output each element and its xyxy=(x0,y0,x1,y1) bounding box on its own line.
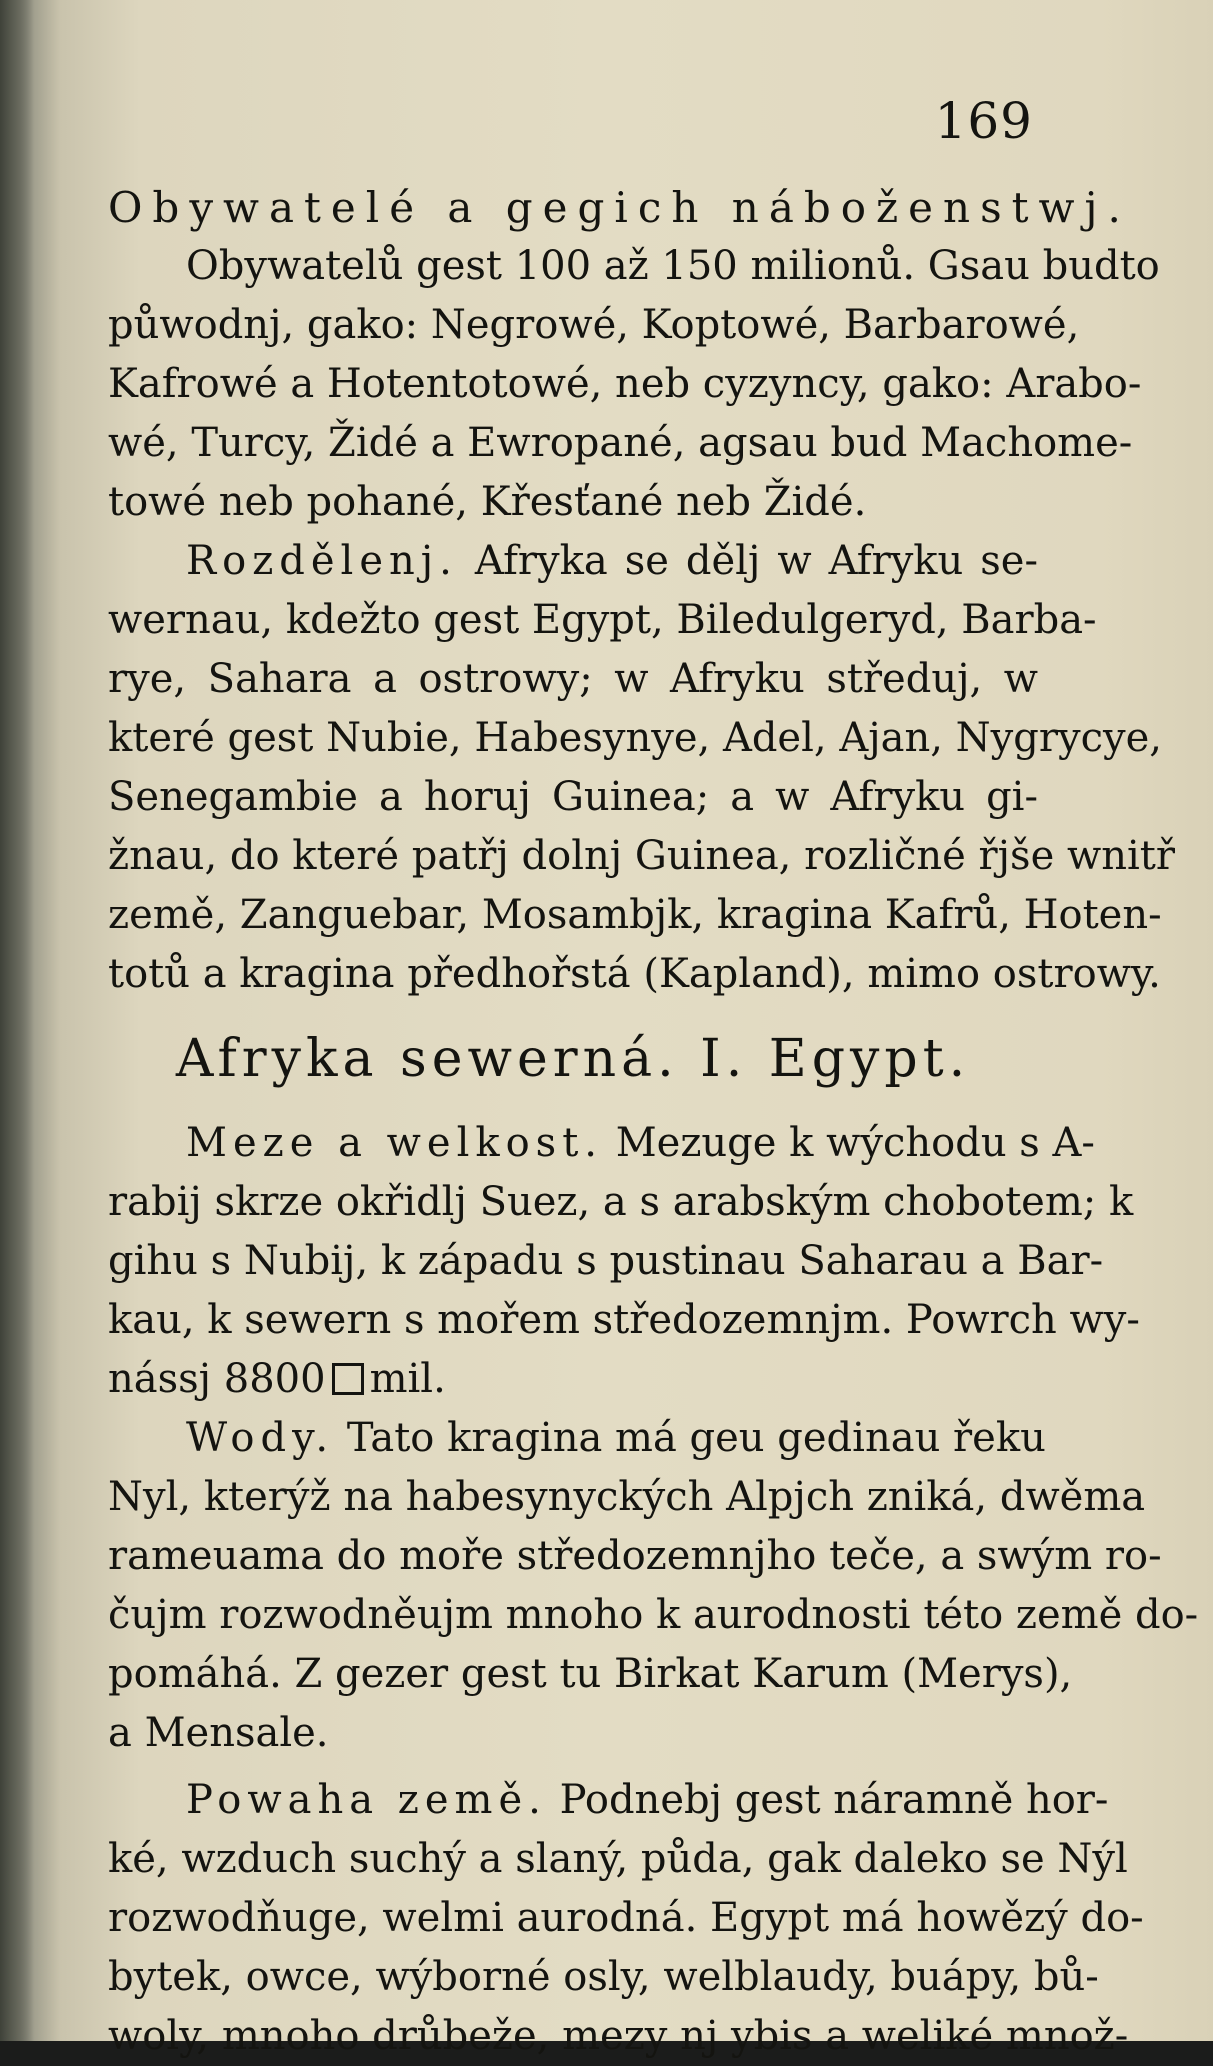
lead-word-nature: Powaha země. xyxy=(186,1777,547,1823)
paragraph-line: Obywatelů gest 100 až 150 milionů. Gsau budto xyxy=(186,243,1160,289)
paragraph-line: Nyl, kterýž na habesynyckých Alpjch zniká, dwěma xyxy=(108,1474,1146,1520)
paragraph-line: rameuama do moře středozemnjho teče, a swým ro- xyxy=(108,1533,1162,1579)
paragraph-line-with-lead: Rozdělenj. Afryka se dělj w Afryku se- xyxy=(186,538,1038,584)
paragraph-line-with-lead: Wody. Tato kragina má geu gedinau řeku xyxy=(186,1415,1046,1461)
paragraph-line-with-lead: Meze a welkost. Mezuge k wýchodu s A- xyxy=(186,1120,1095,1166)
paragraph-line: wé, Turcy, Židé a Ewropané, agsau bud Machome- xyxy=(108,420,1133,466)
paragraph-line: rabij skrze okřidlj Suez, a s arabským chobotem; k xyxy=(108,1179,1134,1225)
lead-word-division: Rozdělenj. xyxy=(186,538,458,584)
paragraph-line: pomáhá. Z gezer gest tu Birkat Karum (Merys), xyxy=(108,1651,1073,1697)
book-binding-edge xyxy=(0,0,34,2041)
paragraph-line: půwodnj, gako: Negrowé, Koptowé, Barbarowé, xyxy=(108,302,1080,348)
paragraph-line: woly, mnoho drůbeže, mezy nj ybis a weliké množ- xyxy=(108,2013,1129,2059)
area-unit: mil. xyxy=(369,1356,446,1402)
lead-word-borders: Meze a welkost. xyxy=(186,1120,603,1166)
paragraph-line: Kafrowé a Hotentotowé, neb cyzyncy, gako: Arabo- xyxy=(108,361,1142,407)
page-body xyxy=(108,178,1199,2066)
chapter-heading: Afryka sewerná. I. Egypt. xyxy=(175,1029,971,1089)
area-text: nássj 8800 xyxy=(108,1356,326,1402)
paragraph-line: towé neb pohané, Křesťané neb Židé. xyxy=(108,479,867,525)
paragraph-line: čujm rozwodněujm mnoho k aurodnosti této země do- xyxy=(108,1592,1199,1638)
paragraph-line: země, Zanguebar, Mosambjk, kragina Kafrů, Hoten- xyxy=(108,892,1162,938)
paragraph-line: Senegambie a horuj Guinea; a w Afryku gi- xyxy=(108,774,1038,820)
paragraph-line: které gest Nubie, Habesynye, Adel, Ajan, Nygrycye, xyxy=(108,715,1162,761)
paragraph-line: kau, k sewern s mořem středozemnjm. Powrch wy- xyxy=(108,1297,1140,1343)
paragraph-line-area xyxy=(108,1350,1038,1409)
paragraph-line: rozwodňuge, welmi aurodná. Egypt má howězý do- xyxy=(108,1895,1144,1941)
page-number: 169 xyxy=(934,92,1033,150)
paragraph-line: wernau, kdežto gest Egypt, Biledulgeryd, Barba- xyxy=(108,597,1097,643)
paragraph-line-with-lead: Powaha země. Podnebj gest náramně hor- xyxy=(186,1777,1109,1823)
section-title-inhabitants: Obywatelé a gegich náboženstwj. xyxy=(108,183,1131,232)
square-unit-icon xyxy=(332,1363,364,1395)
paragraph-line: a Mensale. xyxy=(108,1710,329,1756)
paragraph-line: gihu s Nubij, k západu s pustinau Saharau a Bar- xyxy=(108,1238,1104,1284)
paragraph-gap xyxy=(108,1763,1038,1771)
paragraph-line: totů a kragina předhořstá (Kapland), mimo ostrowy. xyxy=(108,951,1161,997)
paragraph-line: bytek, owce, wýborné osly, welblaudy, buápy, bů- xyxy=(108,1954,1099,2000)
paragraph-line: ké, wzduch suchý a slaný, půda, gak daleko se Nýl xyxy=(108,1836,1128,1882)
paragraph-line: rye, Sahara a ostrowy; w Afryku středuj, w xyxy=(108,656,1038,702)
lead-word-waters: Wody. xyxy=(186,1415,335,1461)
paragraph-line: žnau, do které patřj dolnj Guinea, rozličné řjše wnitř xyxy=(108,833,1175,879)
